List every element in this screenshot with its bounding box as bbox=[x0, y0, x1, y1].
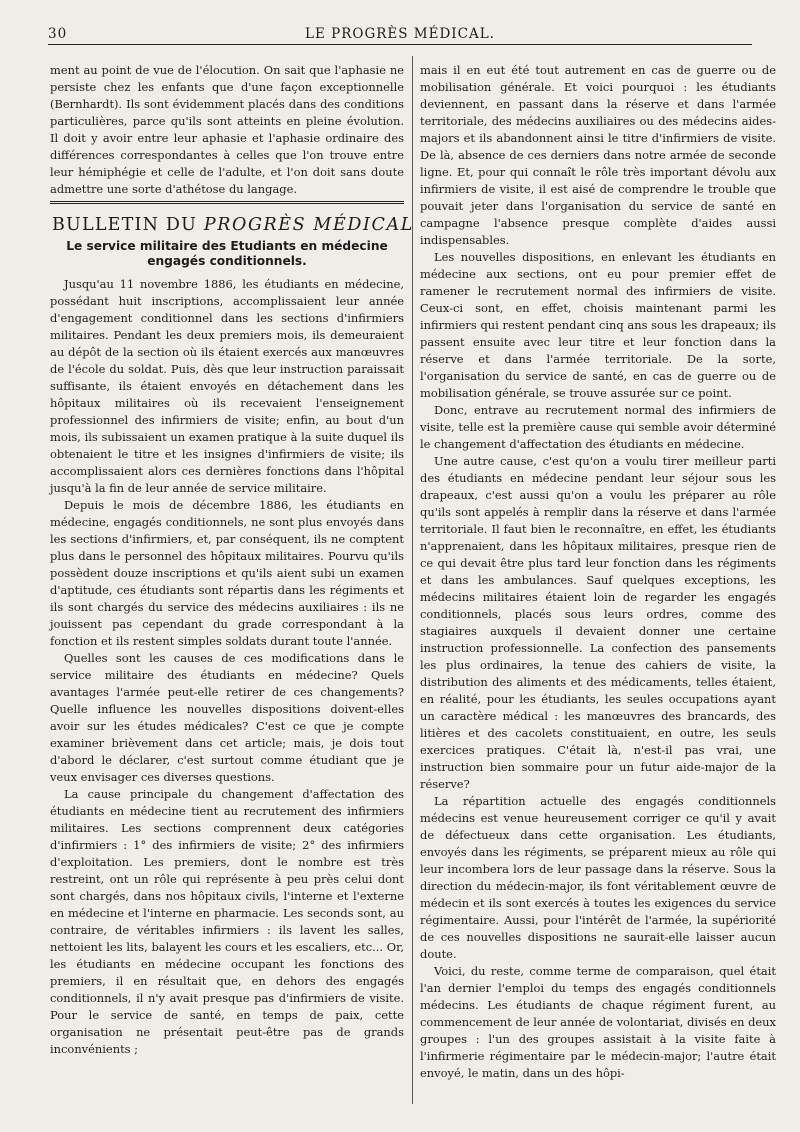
bulletin-heading bbox=[52, 214, 414, 236]
paragraph: mais il en eut été tout autrement en cas de guerre ou de mobilisation générale. Et voici pourquoi : les étudiants deviennent, en passant dans la réserve et dans l'armée territoriale, des médecins auxiliaires ou des médecins aides-majors et ils abandonnent ainsi le titre d'infirmiers de visite. De là, absence de ces derniers dans notre armée de seconde ligne. Et, pour qui connaît le rôle très important dévolu aux infirmiers de visite, il est aisé de comprendre le trouble que pouvait jeter dans l'organisation du service de santé en campagne l'absence presque complète d'aides aussi indispensables. bbox=[420, 63, 776, 247]
running-head bbox=[48, 24, 752, 46]
intro-paragraph: ment au point de vue de l'élocution. On sait que l'aphasie ne persiste chez les enfants que d'une façon exceptionnelle (Bernhardt). Ils sont évidemment placés dans des conditions particulières, parce qu'ils sont atteints en pleine évolution. Il doit y avoir entre leur aphasie et l'aphasie ordinaire des différences correspondantes à celles que l'on trouve entre leur hémiphégie et celle de l'adulte, et l'on doit sans doute admettre une sorte d'athétose du langage. bbox=[50, 63, 404, 196]
paragraph: Une autre cause, c'est qu'on a voulu tirer meilleur parti des étudiants en médecine pendant leur séjour sous les drapeaux, c'est aussi qu'on a voulu les préparer au rôle qu'ils sont appelés à remplir dans la réserve et dans l'armée territoriale. Il faut bien le reconnaître, en effet, les étudiants n'apprenaient, dans les hôpitaux militaires, presque rien de ce qui devait être plus tard leur fonction dans les régiments et dans les ambulances. Sauf quelques exceptions, les médecins militaires étaient loin de regarder les engagés conditionnels, placés sous leurs ordres, comme des stagiaires auxquels il devaient donner une certaine instruction professionnelle. La confection des pansements les plus ordinaires, la tenue des cahiers de visite, la distribution des aliments et des médicaments, telles étaient, en réalité, pour les étudiants, les seules occupations ayant un caractère médical : les manœuvres des brancards, des litières et des cacolets constituaient, en outre, les seuls exercices pratiques. C'était là, n'est-il pas vrai, une instruction bien sommaire pour un futur aide-major de la réserve? bbox=[420, 454, 776, 791]
paragraph: Donc, entrave au recrutement normal des infirmiers de visite, telle est la première cause qui semble avoir déterminé le changement d'affectation des étudiants en médecine. bbox=[420, 403, 776, 451]
right-column bbox=[420, 62, 776, 1082]
article-title-line1: Le service militaire des Etudiants en médecine bbox=[66, 239, 388, 253]
header-rule bbox=[48, 44, 752, 45]
paragraph: Voici, du reste, comme terme de comparaison, quel était l'an dernier l'emploi du temps des engagés conditionnels médecins. Les étudiants de chaque régiment furent, au commencement de leur année de volontariat, divisés en deux groupes : l'un des groupes assistait à la visite faite à l'infirmerie régimentaire par le médecin-major; l'autre était envoyé, le matin, dans un des hôpi- bbox=[420, 964, 776, 1080]
section-divider bbox=[50, 201, 404, 204]
paragraph: Depuis le mois de décembre 1886, les étudiants en médecine, engagés conditionnels, ne sont plus envoyés dans les sections d'infirmiers, et, par conséquent, ils ne comptent plus dans le personnel des hôpitaux militaires. Pourvu qu'ils possèdent douze inscriptions et qu'ils aient subi un examen d'aptitude, ces étudiants sont répartis dans les régiments et ils sont chargés du service des médecins auxiliaires : ils ne jouissent pas cependant du grade correspondant à la fonction et ils restent simples soldats durant toute l'année. bbox=[50, 498, 404, 648]
paragraph: Les nouvelles dispositions, en enlevant les étudiants en médecine aux sections, ont eu pour premier effet de ramener le recrutement normal des infirmiers de visite. Ceux-ci sont, en effet, choisis maintenant parmi les infirmiers qui restent pendant cinq ans sous les drapeaux; ils passent ensuite avec leur titre et leur fonction dans la réserve et dans l'armée territoriale. De la sorte, l'organisation du service de santé, en cas de guerre ou de mobilisation générale, se trouve assurée sur ce point. bbox=[420, 250, 776, 400]
column-divider bbox=[412, 56, 413, 1104]
paragraph: Quelles sont les causes de ces modifications dans le service militaire des étudiants en médecine? Quels avantages l'armée peut-elle retirer de ces changements? Quelle influence les nouvelles dispositions doivent-elles avoir sur les études médicales? C'est ce que je compte examiner brièvement dans cet article; mais, je dois tout d'abord le déclarer, c'est surtout comme étudiant que je veux envisager ces diverses questions. bbox=[50, 651, 404, 784]
paragraph: Jusqu'au 11 novembre 1886, les étudiants en médecine, possédant huit inscriptions, accomplissaient leur année d'engagement conditionnel dans les sections d'infirmiers militaires. Pendant les deux premiers mois, ils demeuraient au dépôt de la section où ils étaient exercés aux manœuvres de l'école du soldat. Puis, dès que leur instruction paraissait suffisante, ils étaient envoyés en détachement dans les hôpitaux militaires où ils recevaient l'enseignement professionnel des infirmiers de visite; enfin, au bout d'un mois, ils subissaient un examen pratique à la suite duquel ils obtenaient le titre et les insignes d'infirmiers de visite; ils accomplissaient alors ces dernières fonctions dans l'hôpital jusqu'à la fin de leur année de service militaire. bbox=[50, 277, 404, 495]
bulletin-prefix: BULLETIN DU bbox=[52, 215, 198, 235]
article-title bbox=[50, 239, 404, 269]
journal-title: LE PROGRÈS MÉDICAL. bbox=[305, 26, 495, 42]
article-title-line2: engagés conditionnels. bbox=[147, 254, 307, 268]
page-number: 30 bbox=[48, 26, 68, 42]
paragraph: La répartition actuelle des engagés conditionnels médecins est venue heureusement corriger ce qu'il y avait de défectueux dans cette organisation. Les étudiants, envoyés dans les régiments, se préparent mieux au rôle qui leur incombera lors de leur passage dans la réserve. Sous la direction du médecin-major, ils font véritablement œuvre de médecin et ils sont exercés à toutes les exigences du service régimentaire. Aussi, pour l'intérêt de l'armée, la supériorité de ces nouvelles dispositions ne saurait-elle laisser aucun doute. bbox=[420, 794, 776, 961]
bulletin-journal-name: PROGRÈS MÉDICAL bbox=[203, 215, 414, 235]
left-column bbox=[50, 62, 414, 1058]
paragraph: La cause principale du changement d'affectation des étudiants en médecine tient au recrutement des infirmiers militaires. Les sections comprennent deux catégories d'infirmiers : 1° des infirmiers de visite; 2° des infirmiers d'exploitation. Les premiers, dont le nombre est très restreint, ont un rôle qui représente à peu près celui dont sont chargés, dans nos hôpitaux civils, l'interne et l'externe en médecine et l'interne en pharmacie. Les seconds sont, au contraire, de véritables infirmiers : ils lavent les salles, nettoient les lits, balayent les cours et les escaliers, etc... Or, les étudiants en médecine occupant les fonctions des premiers, il en résultait que, en dehors des engagés conditionnels, il n'y avait presque pas d'infirmiers de visite. Pour le service de santé, en temps de paix, cette organisation ne présentait peut-être pas de grands inconvénients ; bbox=[50, 787, 404, 1056]
